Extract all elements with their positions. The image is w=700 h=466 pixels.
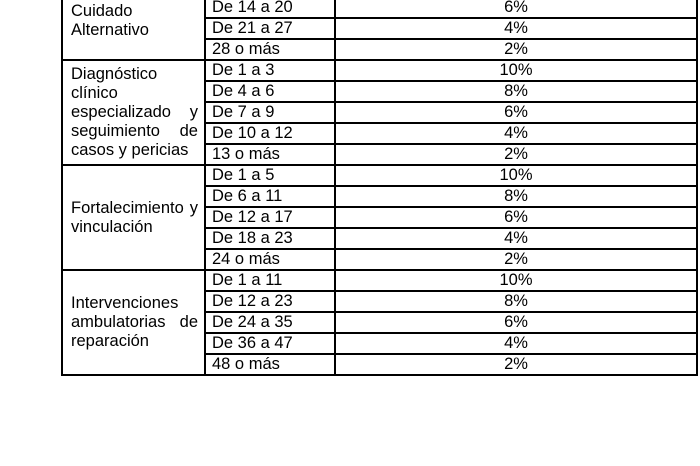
percent-cell: 8% [335, 291, 697, 312]
range-cell: 28 o más [205, 39, 335, 60]
percent-cell: 4% [335, 228, 697, 249]
table-row [62, 270, 697, 291]
range-cell: De 18 a 23 [205, 228, 335, 249]
range-cell: De 6 a 11 [205, 186, 335, 207]
percent-cell: 2% [335, 249, 697, 270]
category-cell [62, 165, 205, 270]
category-label: Intervenciones ambulatorias de reparación [71, 294, 198, 350]
range-cell: De 36 a 47 [205, 333, 335, 354]
range-cell: De 1 a 11 [205, 270, 335, 291]
range-cell: De 12 a 17 [205, 207, 335, 228]
range-cell: 48 o más [205, 354, 335, 375]
range-cell: De 10 a 12 [205, 123, 335, 144]
table-row [62, 60, 697, 81]
percent-cell: 6% [335, 0, 697, 18]
percent-cell: 8% [335, 186, 697, 207]
category-label: Diagnóstico clínico especializado y seguimiento de casos y pericias [71, 65, 198, 159]
percent-cell: 6% [335, 312, 697, 333]
percent-cell: 10% [335, 60, 697, 81]
percent-cell: 6% [335, 207, 697, 228]
range-cell: De 14 a 20 [205, 0, 335, 18]
range-cell: De 1 a 5 [205, 165, 335, 186]
percent-cell: 10% [335, 165, 697, 186]
category-cell [62, 60, 205, 165]
percent-cell: 2% [335, 144, 697, 165]
percent-cell: 2% [335, 354, 697, 375]
percent-cell: 6% [335, 102, 697, 123]
table-row [62, 165, 697, 186]
percent-cell: 4% [335, 123, 697, 144]
table-row [62, 0, 697, 18]
category-cell [62, 270, 205, 375]
percent-cell: 8% [335, 81, 697, 102]
range-cell: De 4 a 6 [205, 81, 335, 102]
percent-cell: 4% [335, 18, 697, 39]
range-cell: De 24 a 35 [205, 312, 335, 333]
range-cell: 13 o más [205, 144, 335, 165]
category-label: Cuidado Alternativo [71, 2, 149, 39]
category-cell [62, 0, 205, 60]
percentage-table [61, 0, 698, 376]
range-cell: 24 o más [205, 249, 335, 270]
category-label: Fortalecimiento y vinculación [71, 198, 198, 236]
range-cell: De 21 a 27 [205, 18, 335, 39]
range-cell: De 1 a 3 [205, 60, 335, 81]
percent-cell: 10% [335, 270, 697, 291]
percent-cell: 2% [335, 39, 697, 60]
range-cell: De 12 a 23 [205, 291, 335, 312]
range-cell: De 7 a 9 [205, 102, 335, 123]
percent-cell: 4% [335, 333, 697, 354]
